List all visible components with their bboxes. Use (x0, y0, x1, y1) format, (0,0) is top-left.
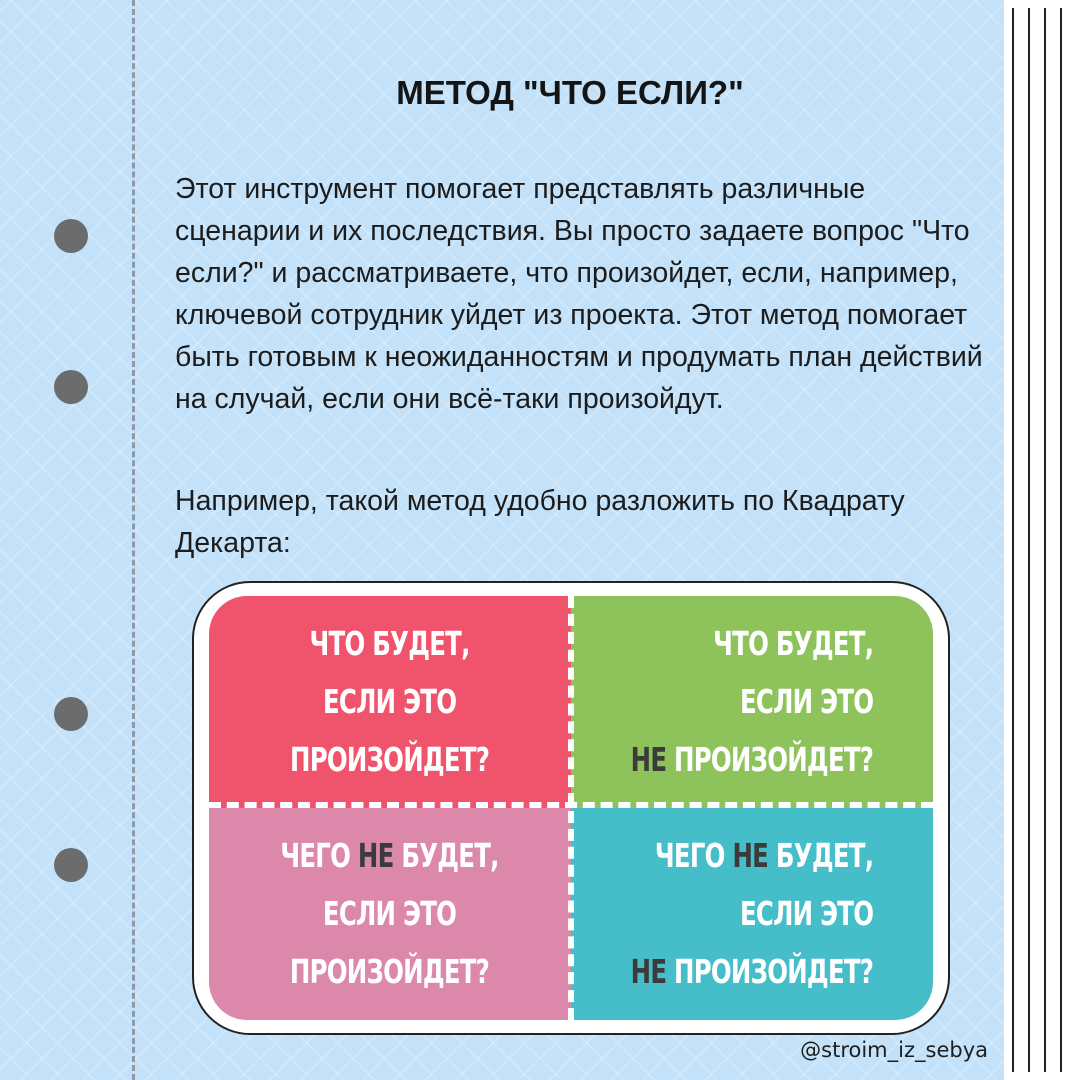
description-paragraph: Этот инструмент помогает представлять различные сценарии и их последствия. Вы просто задаете вопрос "Что если?" и рассматриваете, что произойдет, если, например, ключевой сотрудник уйдет из проекта. Этот метод помогает быть готовым к неожиданностям и продумать план действий на случай, если они всё-таки произойдут. (175, 173, 983, 415)
binder-hole (54, 848, 88, 882)
quadrant-text: ПРОИЗОЙДЕТ? (290, 740, 490, 779)
negation-word: НЕ (732, 836, 769, 875)
quadrant-bottom-right (571, 808, 933, 1020)
quadrant-text: ЧЕГО НЕ БУДЕТ, (280, 836, 500, 875)
binder-hole (54, 697, 88, 731)
page-title: МЕТОД "ЧТО ЕСЛИ?" (396, 74, 744, 111)
quadrant-text: ЧТО БУДЕТ, (309, 624, 471, 663)
quadrant-bottom-left (209, 808, 571, 1020)
negation-word: НЕ (358, 836, 395, 875)
quadrant-text: НЕ ПРОИЗОЙДЕТ? (630, 740, 874, 779)
quadrant-text: ЕСЛИ ЭТО (740, 894, 874, 933)
vertical-divider (568, 596, 574, 1020)
quadrant-text: ЕСЛИ ЭТО (323, 682, 457, 721)
quadrant-text: ПРОИЗОЙДЕТ? (290, 952, 490, 991)
margin-dashed-line (132, 0, 135, 1080)
quadrant-top-right (571, 596, 933, 808)
quadrant-top-left (209, 596, 571, 808)
binder-hole (54, 370, 88, 404)
quadrant-text: ЕСЛИ ЭТО (323, 894, 457, 933)
example-paragraph: Например, такой метод удобно разложить по Квадрату Декарта: (175, 485, 905, 559)
negation-word: НЕ (630, 740, 667, 779)
descartes-square (209, 596, 933, 1020)
author-handle: @stroim_iz_sebya (800, 1038, 988, 1062)
quadrant-text: ЧЕГО НЕ БУДЕТ, (654, 836, 874, 875)
quadrant-text: НЕ ПРОИЗОЙДЕТ? (630, 952, 874, 991)
quadrant-text: ЧТО БУДЕТ, (713, 624, 874, 663)
negation-word: НЕ (630, 952, 667, 991)
page-stack-edge (1004, 0, 1080, 1080)
binder-hole (54, 219, 88, 253)
quadrant-text: ЕСЛИ ЭТО (740, 682, 874, 721)
